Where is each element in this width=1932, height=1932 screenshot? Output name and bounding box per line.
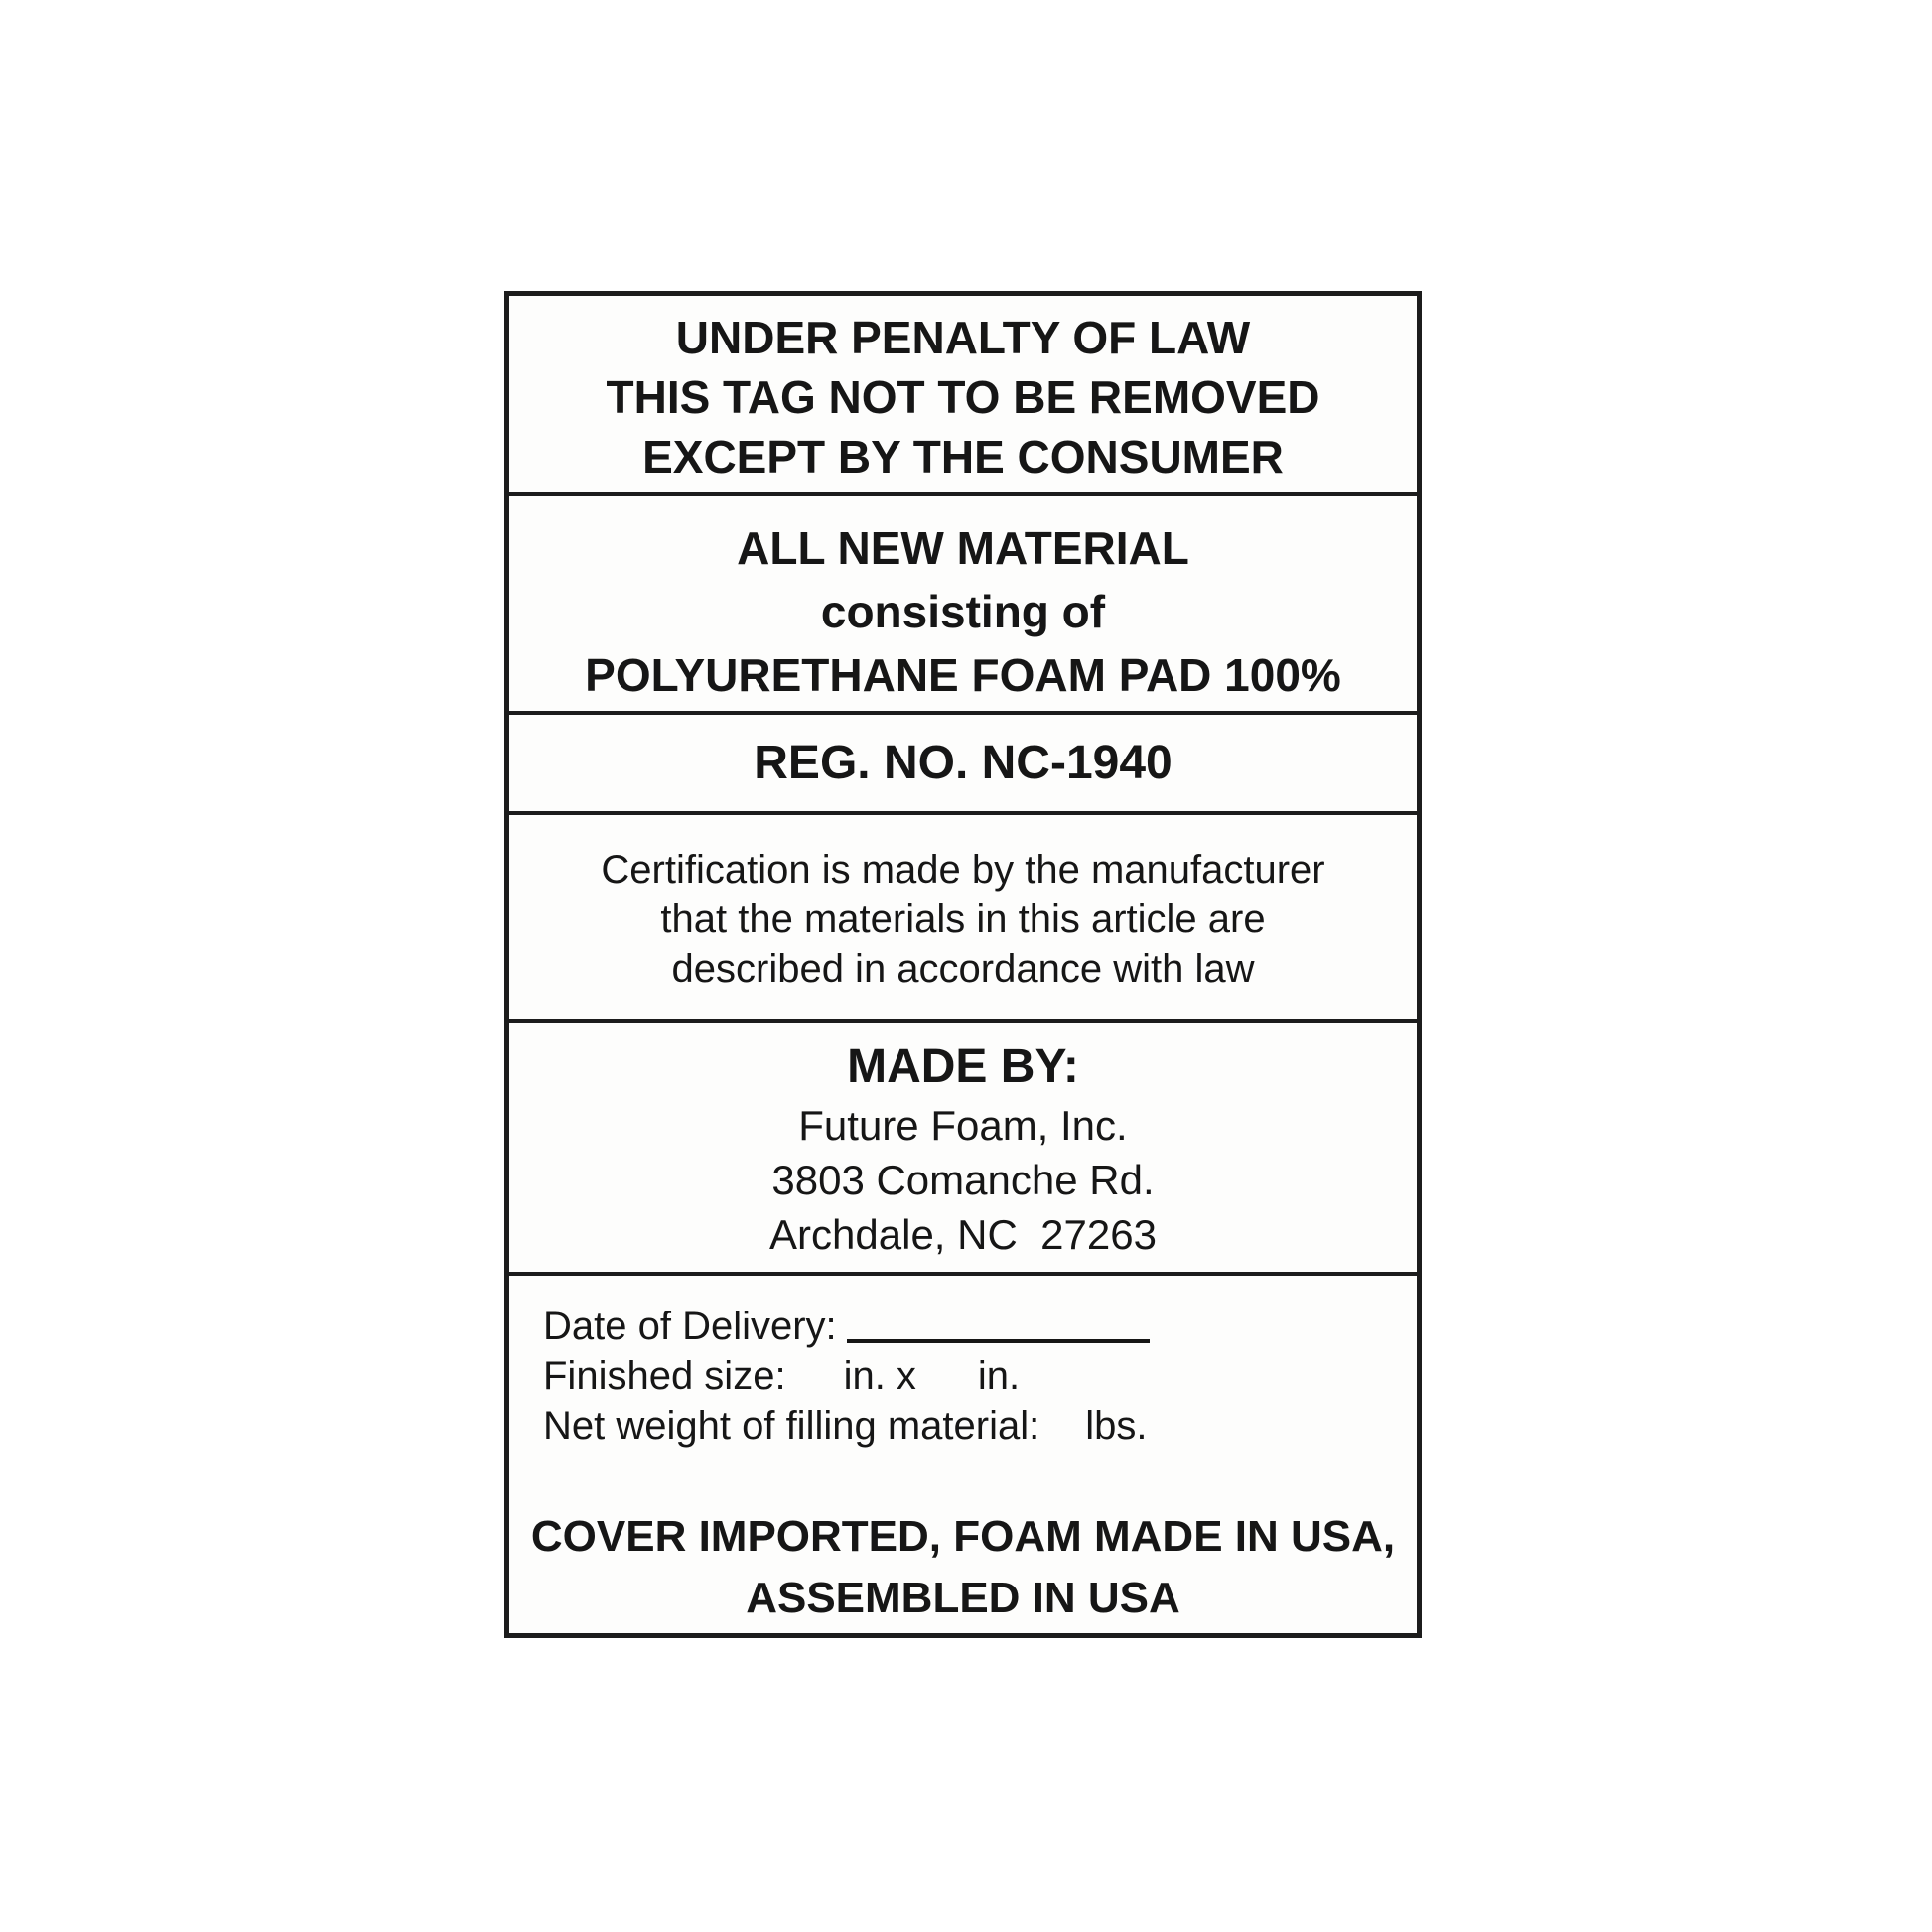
- material-line: ALL NEW MATERIAL: [737, 522, 1189, 574]
- net-weight-line: [543, 1401, 1417, 1450]
- material-line: consisting of: [820, 586, 1106, 637]
- penalty-line: UNDER PENALTY OF LAW: [675, 312, 1251, 363]
- certification-section: [509, 815, 1417, 1019]
- fill-in-lines: [509, 1276, 1417, 1450]
- finished-size-unit2: in.: [977, 1354, 1021, 1398]
- origin-line: ASSEMBLED IN USA: [746, 1574, 1180, 1622]
- made-by-section: [509, 1023, 1417, 1272]
- law-label-tag: [504, 291, 1422, 1638]
- finished-size-line: [543, 1351, 1417, 1401]
- certification-line: Certification is made by the manufacturer: [601, 848, 1325, 892]
- reg-no-line: REG. NO. NC-1940: [754, 737, 1173, 789]
- made-by-heading: MADE BY:: [847, 1040, 1079, 1093]
- penalty-line: THIS TAG NOT TO BE REMOVED: [606, 371, 1320, 423]
- net-weight-unit: lbs.: [1085, 1404, 1148, 1448]
- material-section: [509, 496, 1417, 711]
- origin-statement: [509, 1506, 1417, 1629]
- certification-line: described in accordance with law: [671, 947, 1255, 991]
- net-weight-label: Net weight of filling material:: [543, 1404, 1040, 1448]
- penalty-section: [509, 296, 1417, 492]
- manufacturer-name: Future Foam, Inc.: [798, 1102, 1128, 1149]
- finished-size-unit1: in. x: [843, 1354, 916, 1398]
- material-line: POLYURETHANE FOAM PAD 100%: [585, 649, 1341, 701]
- registration-section: [509, 715, 1417, 811]
- date-of-delivery-line: [543, 1302, 1417, 1351]
- certification-line: that the materials in this article are: [660, 897, 1266, 941]
- origin-line: COVER IMPORTED, FOAM MADE IN USA,: [530, 1512, 1396, 1561]
- delivery-section: [509, 1276, 1417, 1633]
- finished-size-label: Finished size:: [543, 1354, 786, 1398]
- manufacturer-city: Archdale, NC 27263: [769, 1211, 1157, 1258]
- date-of-delivery-label: Date of Delivery:: [543, 1305, 837, 1348]
- penalty-line: EXCEPT BY THE CONSUMER: [642, 431, 1284, 483]
- manufacturer-street: 3803 Comanche Rd.: [771, 1157, 1155, 1203]
- date-of-delivery-blank: [847, 1335, 1150, 1343]
